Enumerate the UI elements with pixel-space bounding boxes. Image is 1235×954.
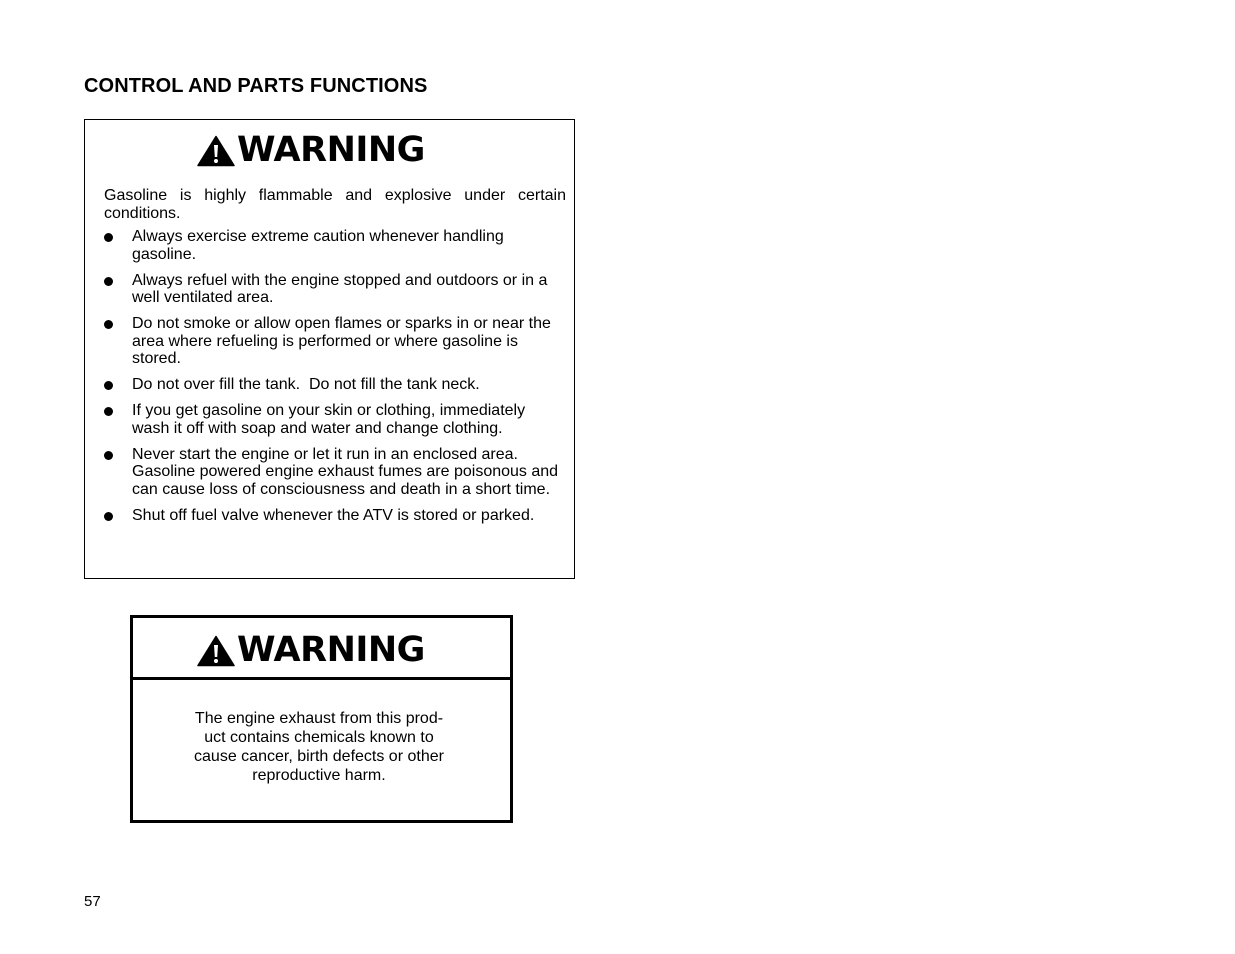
bullet-icon — [104, 407, 113, 416]
warning-heading: WARNING — [237, 130, 425, 170]
warning-bullet-list — [104, 228, 566, 524]
warning-triangle-icon — [197, 635, 235, 667]
bullet-icon — [104, 451, 113, 460]
list-item — [104, 228, 566, 263]
text-line: reproductive harm. — [252, 767, 386, 784]
bullet-text: If you get gasoline on your skin or clothing, immediately wash it off with soap and water and change clothing. — [132, 402, 526, 437]
list-item — [104, 446, 566, 499]
list-item — [104, 376, 566, 394]
bullet-icon — [104, 233, 113, 242]
gasoline-warning-box — [84, 119, 575, 579]
text-line: uct contains chemicals known to — [204, 729, 434, 746]
section-title: CONTROL AND PARTS FUNCTIONS — [84, 75, 428, 97]
list-item — [104, 272, 566, 307]
warning-heading: WARNING — [237, 630, 425, 670]
warning-divider — [133, 677, 510, 680]
page-number: 57 — [84, 893, 101, 910]
warning-body — [104, 187, 566, 533]
list-item — [104, 402, 566, 437]
bullet-icon — [104, 512, 113, 521]
bullet-text: Never start the engine or let it run in an enclosed area. Gasoline powered engine exhaust fumes are poisonous and can cause loss of consciousness and death in a short time. — [132, 445, 559, 498]
bullet-text: Do not over fill the tank. Do not fill the tank neck. — [132, 376, 480, 393]
exhaust-warning-box — [130, 615, 513, 823]
bullet-text: Always refuel with the engine stopped and outdoors or in a well ventilated area. — [132, 271, 548, 306]
bullet-text: Do not smoke or allow open flames or sparks in or near the area where refueling is performed or where gasoline is stored. — [132, 315, 551, 367]
warning-triangle-icon — [197, 135, 235, 167]
bullet-icon — [104, 381, 113, 390]
text-line: cause cancer, birth defects or other — [194, 748, 444, 765]
bullet-icon — [104, 320, 113, 329]
exhaust-warning-text — [169, 709, 469, 785]
warning-intro: Gasoline is highly flammable and explosive under certain conditions. — [104, 187, 566, 222]
bullet-text: Shut off fuel valve whenever the ATV is stored or parked. — [132, 506, 535, 524]
warning-header — [197, 130, 425, 170]
list-item — [104, 315, 566, 368]
bullet-text: Always exercise extreme caution whenever handling gasoline. — [132, 228, 504, 263]
bullet-icon — [104, 277, 113, 286]
warning-header — [197, 630, 425, 670]
list-item — [104, 507, 566, 525]
text-line: The engine exhaust from this prod- — [194, 710, 444, 727]
